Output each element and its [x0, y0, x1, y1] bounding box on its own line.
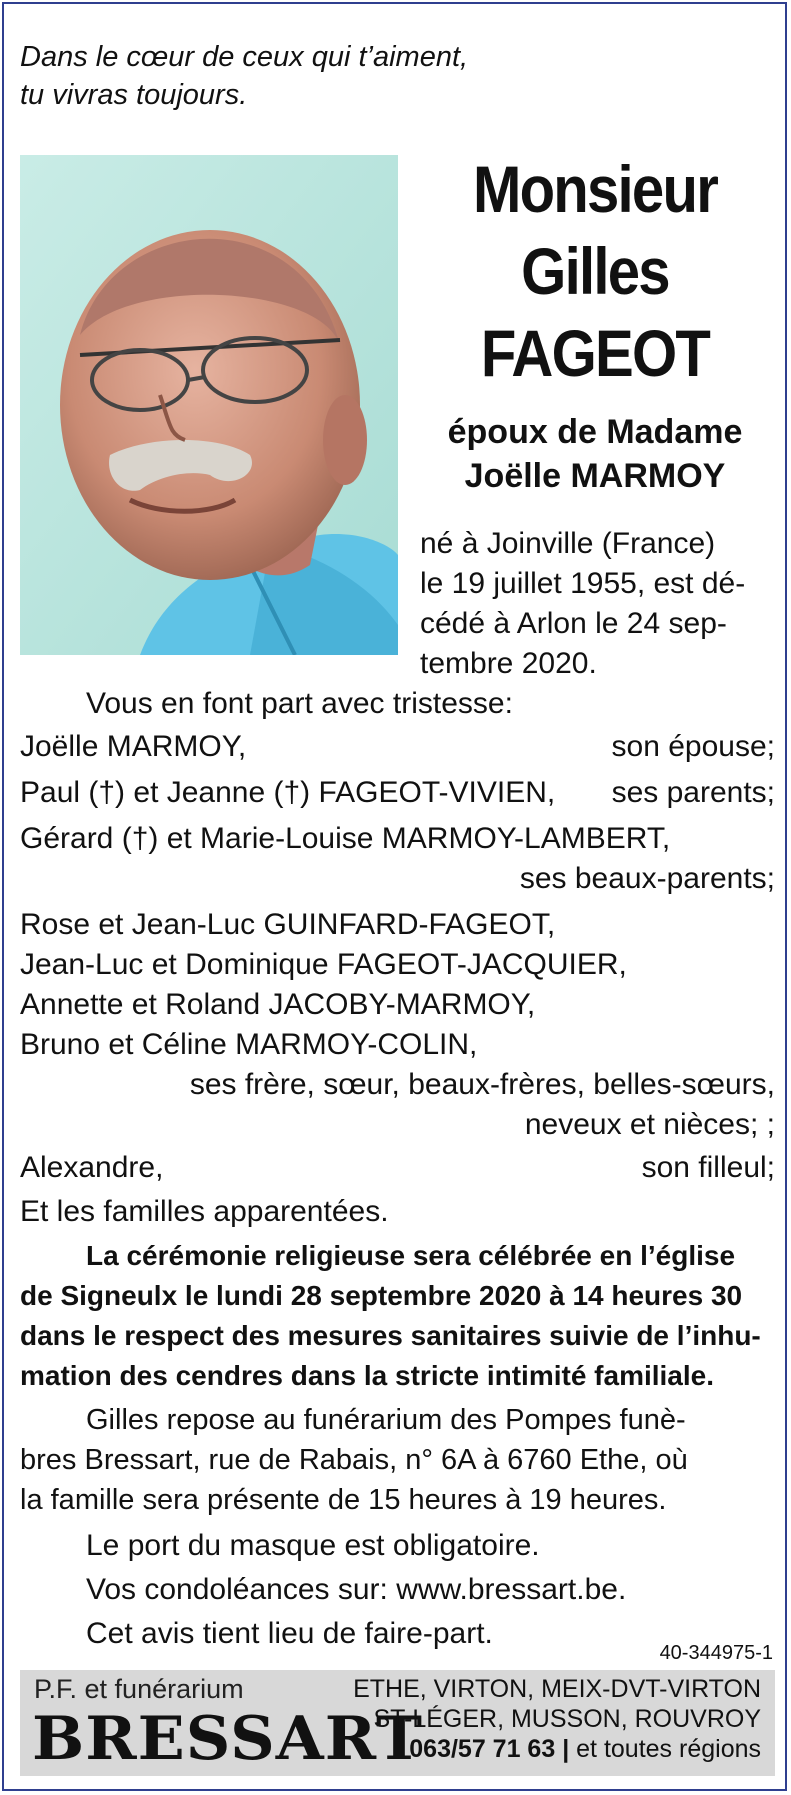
- repose-line: bres Bressart, rue de Rabais, n° 6A à 6760 Ethe, où: [20, 1444, 688, 1476]
- siblings-relation-row: [20, 1065, 775, 1105]
- ceremony-line: La cérémonie religieuse sera célébrée en l’église: [86, 1240, 736, 1271]
- family-names: Joëlle MARMOY,: [20, 730, 247, 763]
- funeral-home-logo: BRESSART: [32, 1704, 424, 1774]
- family-names: Gérard (†) et Marie-Louise MARMOY-LAMBERT,: [20, 822, 671, 855]
- name-last: FAGEOT: [480, 316, 710, 390]
- family-names: Paul (†) et Jeanne (†) FAGEOT-VIVIEN,: [20, 776, 556, 809]
- repose-line: Gilles repose au funérarium des Pompes funè-: [86, 1404, 686, 1436]
- ceremony-line: mation des cendres dans la stricte intimité familiale.: [20, 1360, 715, 1391]
- name-first: Gilles: [521, 234, 669, 308]
- family-names: Alexandre,: [20, 1151, 164, 1184]
- family-row-inlaws-relation: [20, 859, 775, 899]
- funeral-home-locations: [353, 1674, 761, 1764]
- family-relation: ses frère, sœur, beaux-frères, belles-sœurs,: [189, 1068, 775, 1101]
- sibling-line: Rose et Jean-Luc GUINFARD-FAGEOT,: [20, 908, 556, 941]
- contact-line: [353, 1734, 761, 1764]
- intro-text: Vous en font part avec tristesse:: [86, 687, 513, 720]
- family-relation: son filleul;: [641, 1151, 775, 1184]
- spouse-line: Joëlle MARMOY: [464, 457, 726, 495]
- epigraph: [20, 38, 720, 114]
- spouse-block: [405, 410, 785, 498]
- family-row-spouse: [20, 727, 775, 767]
- family-relation: son épouse;: [611, 730, 775, 763]
- birth-line: le 19 juillet 1955, est dé-: [420, 567, 746, 600]
- portrait-photo: [20, 155, 398, 655]
- family-relation: ses parents;: [611, 776, 775, 809]
- birth-line: né à Joinville (France): [420, 527, 716, 560]
- family-row-parents: [20, 773, 775, 813]
- locations-line: ETHE, VIRTON, MEIX-DVT-VIRTON: [353, 1675, 761, 1703]
- family-row-godson: [20, 1148, 775, 1188]
- birth-line: cédé à Arlon le 24 sep-: [420, 607, 727, 640]
- ceremony-line: de Signeulx le lundi 28 septembre 2020 à 14 heures 30: [20, 1280, 743, 1311]
- sibling-line: Annette et Roland JACOBY-MARMOY,: [20, 988, 536, 1021]
- name-title: Monsieur: [472, 152, 718, 226]
- locations-line: ST-LÉGER, MUSSON, ROUVROY: [373, 1705, 761, 1733]
- sibling-line: Jean-Luc et Dominique FAGEOT-JACQUIER,: [20, 948, 627, 981]
- ceremony-line: dans le respect des mesures sanitaires suivie de l’inhu-: [20, 1320, 761, 1351]
- notice-reference: 40-344975-1: [659, 1642, 773, 1664]
- family-relation: ses beaux-parents;: [519, 862, 775, 895]
- repose-line: la famille sera présente de 15 heures à 19 heures.: [20, 1484, 667, 1516]
- deceased-name: [405, 148, 785, 394]
- family-relation: neveux et nièces; ;: [524, 1108, 775, 1141]
- funeral-home-label: P.F. et funérarium: [34, 1674, 244, 1704]
- portrait-illustration: [20, 155, 398, 655]
- condolences-note: Vos condoléances sur: www.bressart.be.: [86, 1573, 627, 1606]
- birth-block: [420, 524, 775, 684]
- other-families: Et les familles apparentées.: [20, 1195, 389, 1228]
- spouse-line: époux de Madame: [447, 413, 743, 451]
- regions-text: et toutes régions: [576, 1735, 761, 1763]
- birth-line: tembre 2020.: [420, 647, 597, 680]
- epigraph-line: Dans le cœur de ceux qui t’aiment,: [20, 41, 469, 73]
- notice-note: Cet avis tient lieu de faire-part.: [86, 1617, 493, 1650]
- phone-number: 063/57 71 63: [409, 1735, 556, 1763]
- family-row-inlaws: [20, 819, 775, 859]
- funeral-home-banner: [20, 1670, 775, 1776]
- mask-note: Le port du masque est obligatoire.: [86, 1529, 540, 1562]
- epigraph-line: tu vivras toujours.: [20, 79, 248, 111]
- siblings-relation-row: [20, 1105, 775, 1145]
- separator: |: [562, 1735, 570, 1763]
- sibling-line: Bruno et Céline MARMOY-COLIN,: [20, 1028, 478, 1061]
